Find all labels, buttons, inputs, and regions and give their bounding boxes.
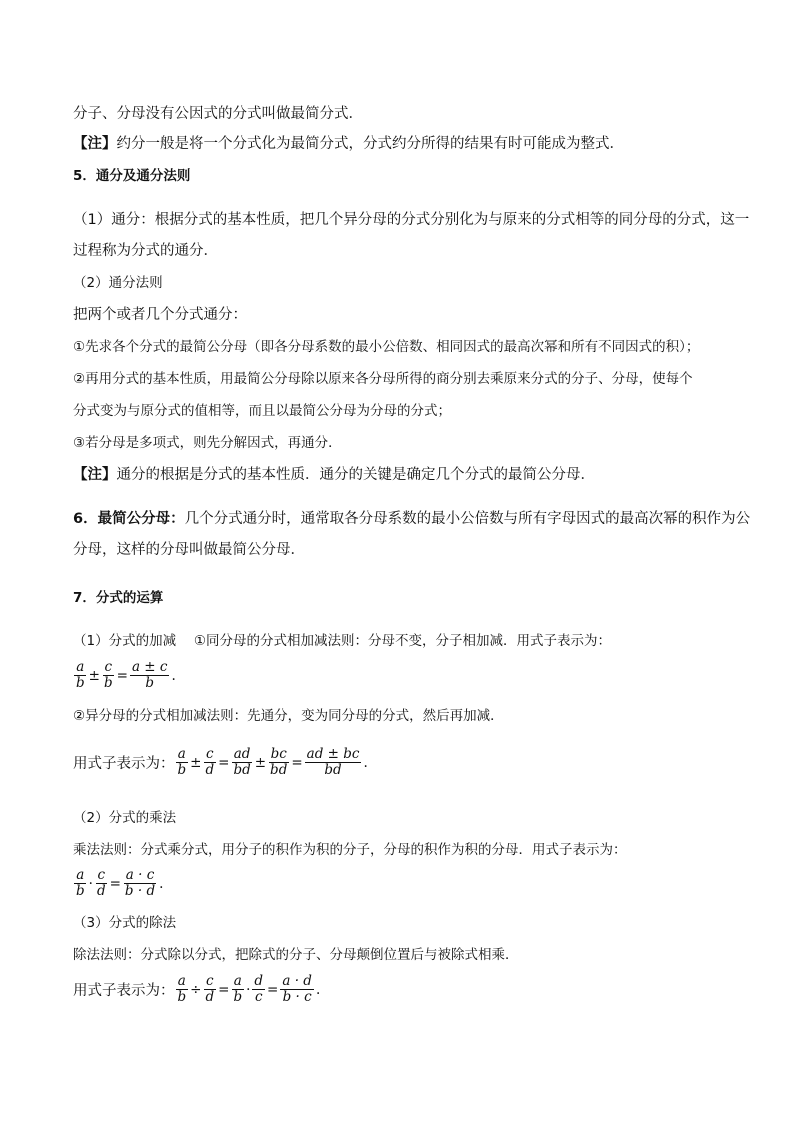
text-line: 分式变为与原分式的值相等，而且以最简公分母为分母的分式； <box>73 403 451 419</box>
formula-division <box>73 974 321 1005</box>
formula-different-denominator <box>73 747 369 778</box>
section-heading-6 <box>73 509 750 529</box>
operator: ± <box>88 667 100 684</box>
fraction: $\frac{ad}{bd}$ <box>233 746 251 778</box>
fraction: $\frac{c}{d}$ <box>205 973 215 1005</box>
formula-label: 用式子表示为： <box>73 756 175 772</box>
text-line: 乘法法则：分式乘分式，用分子的积作为积的分子，分母的积作为积的分母．用式子表示为： <box>73 842 627 858</box>
section-heading-6-title: 6．最简公分母： <box>73 511 185 527</box>
text-line: 分子、分母没有公因式的分式叫做最简分式． <box>73 106 363 122</box>
operator: ± <box>190 754 202 771</box>
text-line: （1）分式的加减 ①同分母的分式相加减法则：分母不变，分子相加减．用式子表示为： <box>73 633 611 649</box>
fraction: $\frac{c}{d}$ <box>205 746 215 778</box>
fraction: $\frac{a}{b}$ <box>76 867 85 899</box>
fraction: $\frac{c}{b}$ <box>103 659 113 691</box>
text-line: ②异分母的分式相加减法则：先通分，变为同分母的分式，然后再加减． <box>73 708 504 724</box>
text-line: （2）通分法则 <box>73 275 163 291</box>
fraction: $\frac{a \pm c}{b}$ <box>131 659 168 691</box>
operator: ± <box>254 754 267 771</box>
text-line: 除法法则：分式除以分式，把除式的分子、分母颠倒位置后与被除式相乘． <box>73 947 519 963</box>
section-heading-5: 5．通分及通分法则 <box>73 168 191 184</box>
note-line <box>73 465 595 485</box>
fraction: $\frac{d}{c}$ <box>254 973 264 1005</box>
fraction: $\frac{a}{b}$ <box>76 659 85 691</box>
period: . <box>363 754 368 771</box>
equals-sign: = <box>218 981 230 998</box>
text-line: 过程称为分式的通分． <box>73 243 218 259</box>
formula-multiplication <box>73 868 164 899</box>
operator: ÷ <box>190 981 202 998</box>
fraction: $\frac{c}{d}$ <box>96 867 106 899</box>
period: . <box>315 981 321 998</box>
section-heading-6-text: 几个分式通分时，通常取各分母系数的最小公倍数与所有字母因式的最高次幂的积作为公 <box>184 511 751 527</box>
section-heading-7: 7．分式的运算 <box>73 590 164 606</box>
equals-sign: = <box>116 667 128 684</box>
equals-sign: = <box>218 754 230 771</box>
fraction: $\frac{a \cdot c}{b \cdot d}$ <box>124 867 156 899</box>
equals-sign: = <box>109 875 121 892</box>
text-line: （3）分式的除法 <box>73 915 177 931</box>
text-line: 把两个或者几个分式通分： <box>73 307 247 323</box>
period: . <box>159 875 164 892</box>
fraction: $\frac{ad \pm bc}{bd}$ <box>306 746 360 778</box>
fraction: $\frac{bc}{bd}$ <box>270 746 288 778</box>
text-line: ③若分母是多项式，则先分解因式，再通分． <box>73 435 342 451</box>
fraction: $\frac{a}{b}$ <box>177 973 187 1005</box>
note-line <box>73 134 624 154</box>
equals-sign: = <box>267 981 279 998</box>
equals-sign: = <box>291 754 303 771</box>
text-line: ②再用分式的基本性质，用最简公分母除以原来各分母所得的商分别去乘原来分式的分子、分母，使每个 <box>73 371 693 387</box>
note-tag: 【注】 <box>73 136 117 152</box>
operator: · <box>88 875 93 892</box>
text-line: （1）通分：根据分式的基本性质，把几个异分母的分式分别化为与原来的分式相等的同分母的分式，这一 <box>73 212 750 228</box>
fraction: $\frac{a \cdot d}{b \cdot c}$ <box>282 973 312 1005</box>
note-text: 约分一般是将一个分式化为最简分式，分式约分所得的结果有时可能成为整式． <box>116 136 624 152</box>
formula-same-denominator <box>73 660 177 691</box>
formula-label: 用式子表示为： <box>73 983 175 999</box>
text-line: ①先求各个分式的最简公分母（即各分母系数的最小公倍数、相同因式的最高次幂和所有不同因式的积）； <box>73 339 700 355</box>
text-line: 分母，这样的分母叫做最简公分母． <box>73 542 305 558</box>
note-tag: 【注】 <box>73 467 117 483</box>
period: . <box>171 667 176 684</box>
operator: · <box>246 981 251 998</box>
fraction: $\frac{a}{b}$ <box>233 973 243 1005</box>
text-line: （2）分式的乘法 <box>73 810 177 826</box>
fraction: $\frac{a}{b}$ <box>177 746 187 778</box>
note-text: 通分的根据是分式的基本性质．通分的关键是确定几个分式的最简公分母． <box>116 467 595 483</box>
